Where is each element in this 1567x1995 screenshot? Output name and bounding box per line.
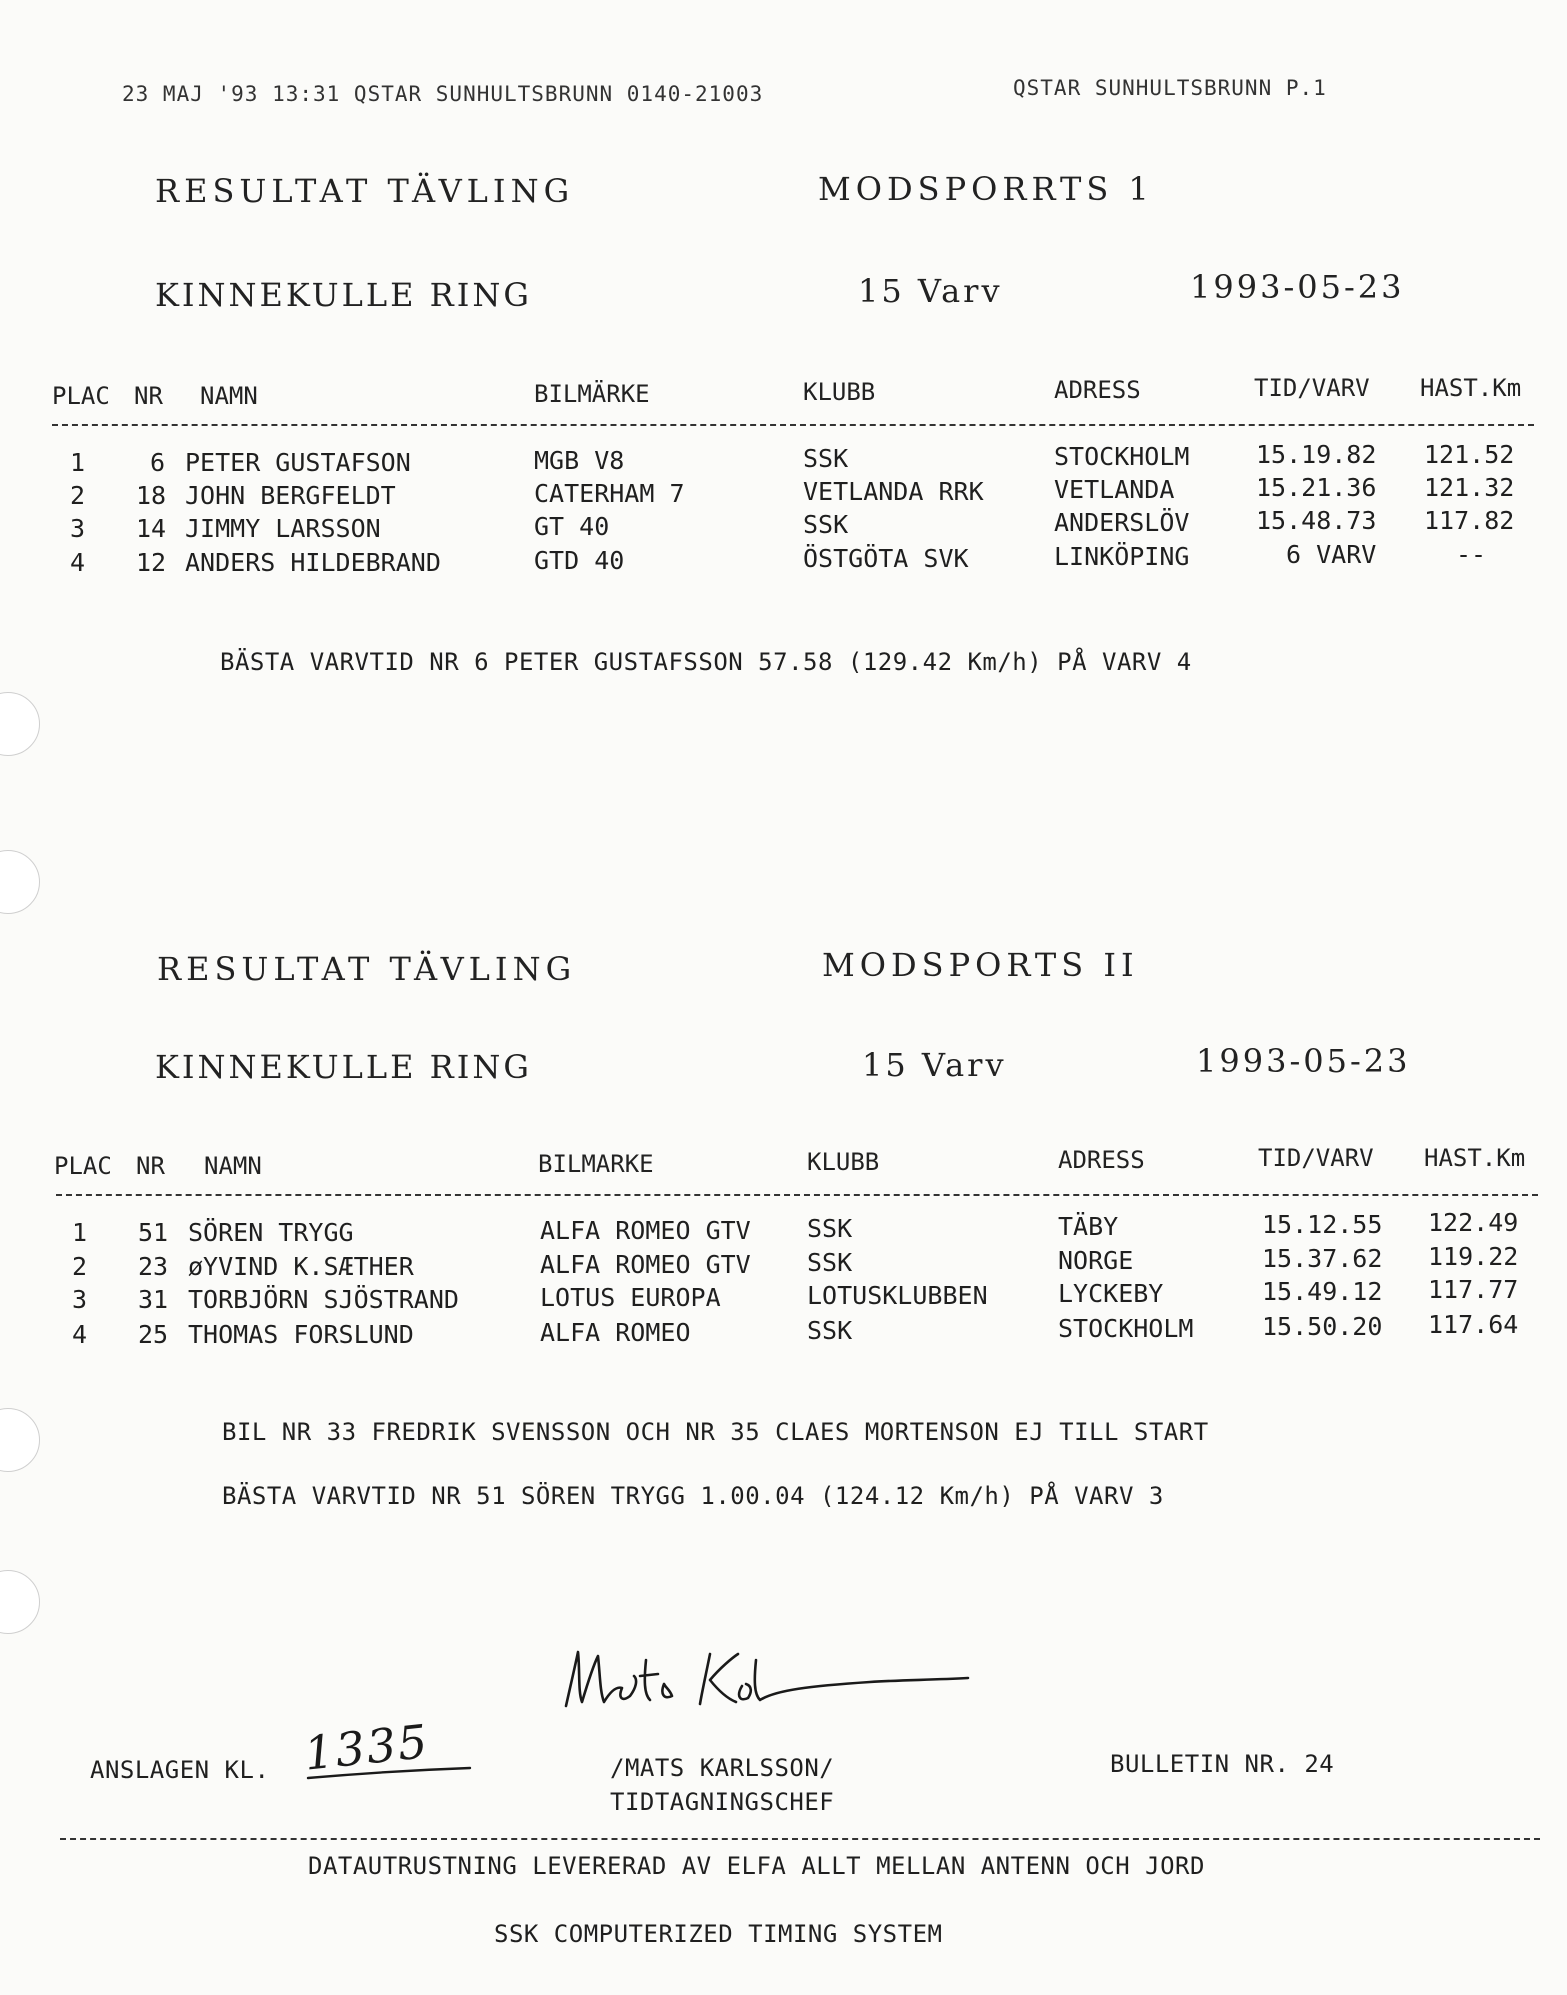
cell-adress: LYCKEBY: [1058, 1279, 1164, 1308]
cell-plac: 4: [72, 1320, 88, 1349]
cell-namn: øYVIND K.SÆTHER: [188, 1252, 414, 1281]
cell-nr: 51: [138, 1218, 169, 1247]
cell-hast: 117.64: [1428, 1310, 1519, 1339]
cell-klubb: ÖSTGÖTA SVK: [803, 544, 969, 573]
cell-klubb: SSK: [807, 1316, 853, 1345]
timing-system-line: SSK COMPUTERIZED TIMING SYSTEM: [494, 1920, 943, 1948]
cell-plac: 3: [72, 1285, 88, 1314]
punch-hole: [0, 1570, 40, 1634]
punch-hole: [0, 850, 40, 914]
bulletin-number: BULLETIN NR. 24: [1110, 1750, 1335, 1778]
race2-not-started: BIL NR 33 FREDRIK SVENSSON OCH NR 35 CLAES MORTENSON EJ TILL START: [222, 1418, 1209, 1446]
cell-tid: 15.12.55: [1262, 1210, 1383, 1239]
col-plac: PLAC: [52, 382, 110, 410]
cell-bil: ALFA ROMEO GTV: [540, 1216, 751, 1245]
cell-adress: LINKÖPING: [1054, 542, 1190, 571]
col-nr: NR: [136, 1152, 165, 1180]
posted-time: 1335: [301, 1713, 432, 1781]
posted-label: ANSLAGEN KL.: [90, 1756, 270, 1784]
race2-title-right: MODSPORTS II: [822, 946, 1139, 984]
cell-plac: 1: [70, 448, 86, 477]
cell-nr: 6: [150, 448, 166, 477]
cell-adress: STOCKHOLM: [1058, 1314, 1194, 1343]
cell-nr: 18: [136, 481, 167, 510]
supplier-line: DATAUTRUSTNING LEVERERAD AV ELFA ALLT MELLAN ANTENN OCH JORD: [308, 1852, 1205, 1880]
cell-bil: CATERHAM 7: [534, 479, 685, 508]
col-adress: ADRESS: [1058, 1146, 1145, 1174]
col-klubb: KLUBB: [803, 378, 876, 406]
cell-bil: MGB V8: [534, 446, 625, 475]
cell-namn: THOMAS FORSLUND: [188, 1320, 414, 1349]
race1-title-right: MODSPORRTS 1: [818, 170, 1154, 208]
signer-title: TIDTAGNINGSCHEF: [610, 1788, 835, 1816]
cell-adress: VETLANDA: [1054, 475, 1175, 504]
cell-plac: 2: [72, 1252, 88, 1281]
cell-nr: 31: [138, 1285, 169, 1314]
cell-klubb: VETLANDA RRK: [803, 477, 984, 506]
race1-date: 1993-05-23: [1190, 268, 1405, 306]
col-tid-varv: TID/VARV: [1258, 1144, 1374, 1172]
cell-adress: TÄBY: [1058, 1212, 1119, 1241]
cell-bil: LOTUS EUROPA: [540, 1283, 721, 1312]
cell-bil: ALFA ROMEO GTV: [540, 1250, 751, 1279]
cell-namn: JOHN BERGFELDT: [185, 481, 396, 510]
posted-time-handwritten: [301, 1713, 474, 1782]
cell-namn: ANDERS HILDEBRAND: [185, 548, 441, 577]
cell-hast: 121.52: [1424, 440, 1515, 469]
cell-hast: 117.82: [1424, 506, 1515, 535]
fax-header-left: 23 MAJ '93 13:31 QSTAR SUNHULTSBRUNN 0140-21003: [122, 82, 764, 106]
divider-line: [52, 424, 1534, 426]
cell-tid: 15.37.62: [1262, 1244, 1383, 1273]
cell-adress: NORGE: [1058, 1246, 1134, 1275]
cell-bil: ALFA ROMEO: [540, 1318, 691, 1347]
cell-bil: GT 40: [534, 512, 610, 541]
cell-hast: 121.32: [1424, 473, 1515, 502]
col-bilmarke: BILMÄRKE: [534, 380, 650, 408]
cell-adress: STOCKHOLM: [1054, 442, 1190, 471]
cell-klubb: SSK: [803, 510, 849, 539]
col-klubb: KLUBB: [807, 1148, 880, 1176]
fax-header-right: QSTAR SUNHULTSBRUNN P.1: [1013, 76, 1327, 100]
race2-best-lap: BÄSTA VARVTID NR 51 SÖREN TRYGG 1.00.04 (124.12 Km/h) PÅ VARV 3: [222, 1482, 1164, 1510]
cell-bil: GTD 40: [534, 546, 625, 575]
race1-laps: 15 Varv: [858, 272, 1003, 310]
punch-hole: [0, 692, 40, 756]
col-adress: ADRESS: [1054, 376, 1141, 404]
cell-namn: SÖREN TRYGG: [188, 1218, 354, 1247]
cell-plac: 2: [70, 481, 86, 510]
cell-tid: 15.21.36: [1256, 473, 1377, 502]
race1-title-left: RESULTAT TÄVLING: [155, 172, 575, 210]
cell-klubb: SSK: [803, 444, 849, 473]
cell-namn: JIMMY LARSSON: [185, 514, 381, 543]
col-hast: HAST.Km: [1420, 374, 1522, 402]
cell-hast: 119.22: [1428, 1242, 1519, 1271]
divider-line: [56, 1194, 1538, 1196]
col-nr: NR: [134, 382, 163, 410]
cell-plac: 3: [70, 514, 86, 543]
race2-laps: 15 Varv: [862, 1046, 1007, 1084]
cell-hast: 117.77: [1428, 1275, 1519, 1304]
cell-hast: 122.49: [1428, 1208, 1519, 1237]
cell-plac: 1: [72, 1218, 88, 1247]
race2-track: KINNEKULLE RING: [155, 1048, 532, 1086]
cell-tid: 6 VARV: [1286, 540, 1377, 569]
signer-name: /MATS KARLSSON/: [610, 1754, 835, 1782]
cell-adress: ANDERSLÖV: [1054, 508, 1190, 537]
cell-plac: 4: [70, 548, 86, 577]
cell-nr: 14: [136, 514, 167, 543]
cell-klubb: LOTUSKLUBBEN: [807, 1281, 988, 1310]
col-hast: HAST.Km: [1424, 1144, 1526, 1172]
footer-divider: [60, 1838, 1540, 1840]
cell-tid: 15.50.20: [1262, 1312, 1383, 1341]
punch-hole: [0, 1408, 40, 1472]
signature: [560, 1640, 980, 1720]
cell-namn: TORBJÖRN SJÖSTRAND: [188, 1285, 459, 1314]
race2-date: 1993-05-23: [1196, 1042, 1411, 1080]
cell-tid: 15.48.73: [1256, 506, 1377, 535]
cell-nr: 23: [138, 1252, 169, 1281]
race1-best-lap: BÄSTA VARVTID NR 6 PETER GUSTAFSSON 57.58 (129.42 Km/h) PÅ VARV 4: [220, 648, 1192, 676]
race2-title-left: RESULTAT TÄVLING: [157, 950, 577, 988]
cell-tid: 15.19.82: [1256, 440, 1377, 469]
col-bilmarke: BILMARKE: [538, 1150, 654, 1178]
cell-nr: 12: [136, 548, 167, 577]
col-tid-varv: TID/VARV: [1254, 374, 1370, 402]
cell-klubb: SSK: [807, 1214, 853, 1243]
cell-klubb: SSK: [807, 1248, 853, 1277]
cell-tid: 15.49.12: [1262, 1277, 1383, 1306]
race1-track: KINNEKULLE RING: [155, 276, 532, 314]
cell-hast: --: [1456, 540, 1487, 569]
col-plac: PLAC: [54, 1152, 112, 1180]
col-namn: NAMN: [204, 1152, 262, 1180]
col-namn: NAMN: [200, 382, 258, 410]
cell-namn: PETER GUSTAFSON: [185, 448, 411, 477]
cell-nr: 25: [138, 1320, 169, 1349]
